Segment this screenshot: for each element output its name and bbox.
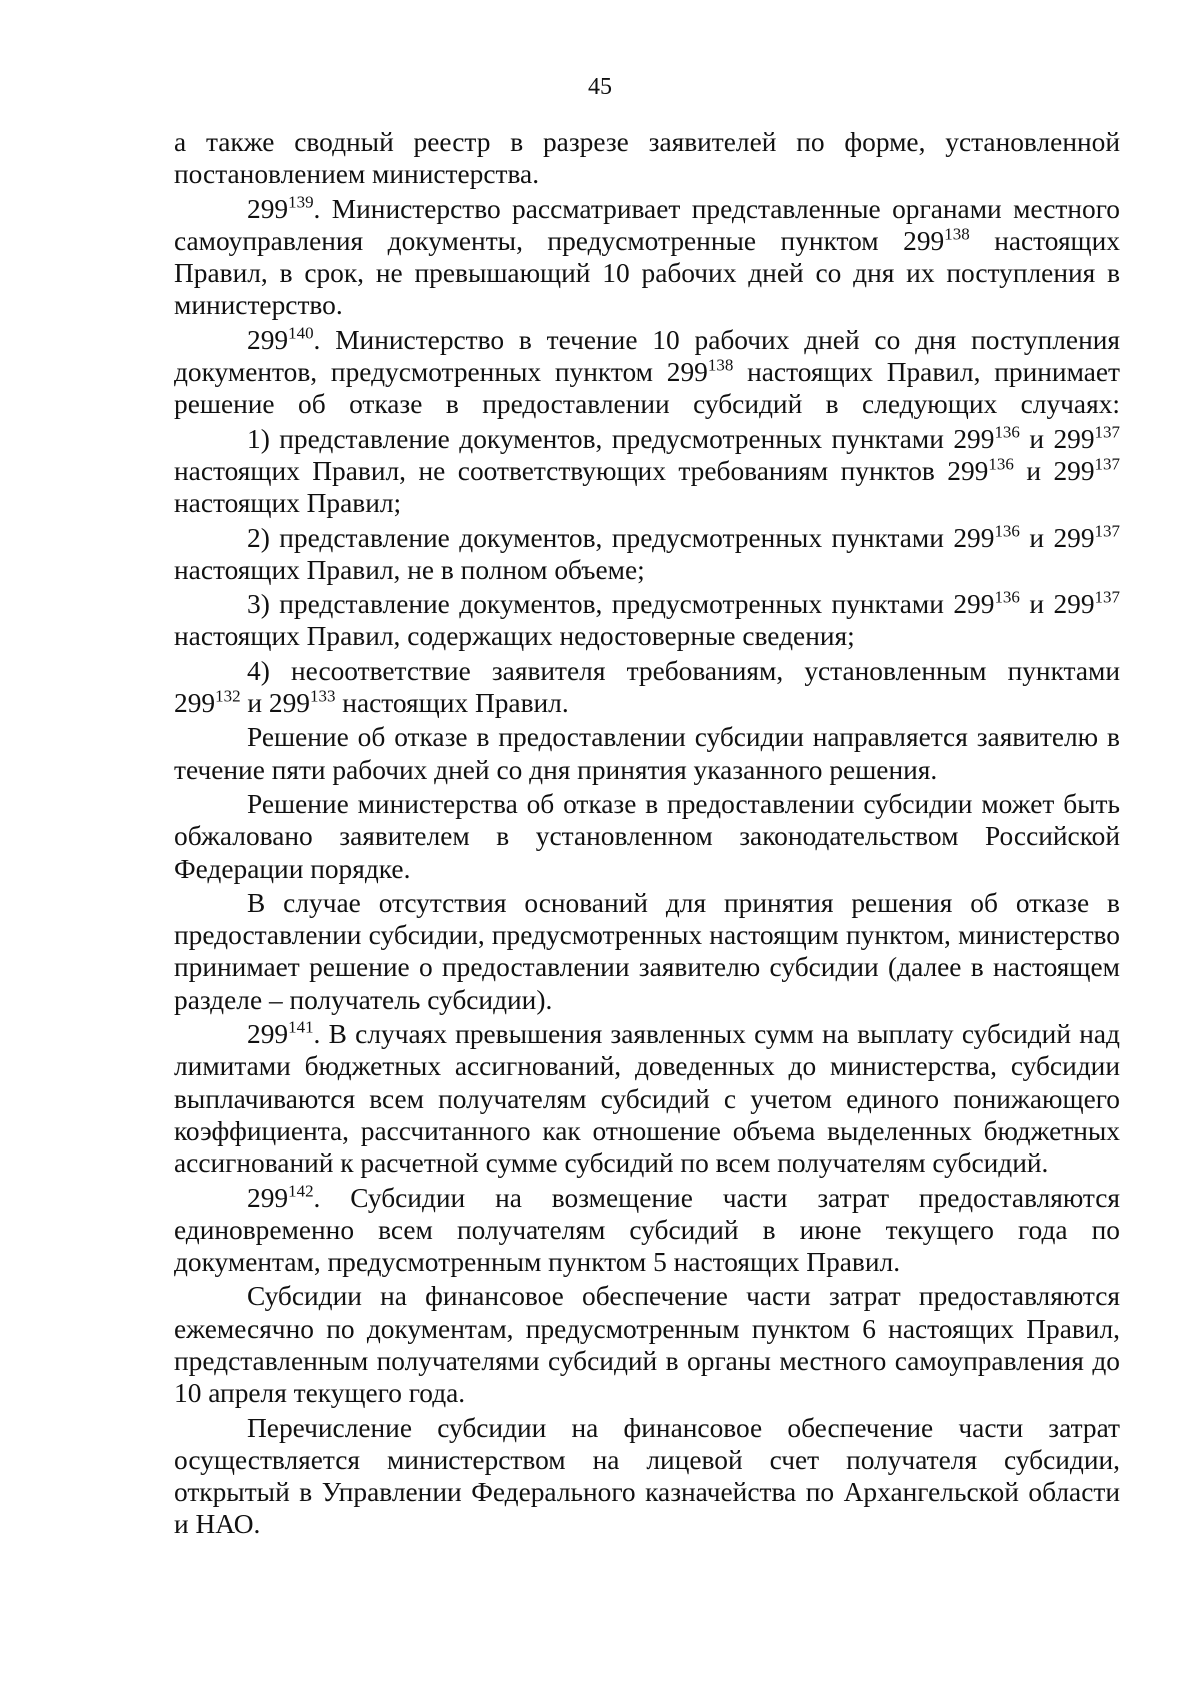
text-run: 299 bbox=[247, 193, 289, 224]
text-run: настоящих Правил; bbox=[174, 488, 402, 519]
paragraph bbox=[174, 522, 1120, 587]
paragraph bbox=[174, 721, 1120, 786]
text-run: настоящих Правил, не в полном объеме; bbox=[174, 554, 645, 585]
text-run: 299 bbox=[247, 324, 289, 355]
paragraph bbox=[174, 655, 1120, 720]
text-run: 1) представление документов, предусмотренных пунктами 299 bbox=[247, 423, 995, 454]
superscript-number: 136 bbox=[994, 422, 1020, 442]
paragraph bbox=[174, 193, 1120, 322]
text-run: Перечисление субсидии на финансовое обеспечение части затрат осуществляется министерством на лицевой счет получателя субсидии, открытый в Управлении Федерального казначейства по Архангельской области и НАО. bbox=[174, 1412, 1120, 1540]
text-run: и 299 bbox=[1019, 522, 1095, 553]
paragraph bbox=[174, 788, 1120, 885]
text-run: Субсидии на финансовое обеспечение части затрат предоставляются ежемесячно по документам, предусмотренным пунктом 6 настоящих Правил, представленным получателями субсидий в органы местного самоуправления до 10 апреля текущего года. bbox=[174, 1281, 1120, 1409]
paragraph bbox=[174, 423, 1120, 520]
text-run: настоящих Правил, в срок, не превышающий 10 рабочих дней со дня их поступления в министерство. bbox=[174, 225, 1120, 321]
superscript-number: 139 bbox=[288, 192, 314, 212]
text-run: . Субсидии на возмещение части затрат предоставляются единовременно всем получателям субсидий в июне текущего года по документам, предусмотренным пунктом 5 настоящих Правил. bbox=[174, 1182, 1120, 1278]
text-run: постановлением министерства. bbox=[174, 159, 540, 190]
text-run: . В случаях превышения заявленных сумм на выплату субсидий над лимитами бюджетных ассигнований, доведенных до министерства, субсидии выплачиваются всем получателям субсидий с учетом единого понижающего коэффициента, рассчитанного как отношение объема выделенных бюджетных ассигнований к расчетной сумме субсидий по всем получателям субсидий. bbox=[174, 1019, 1120, 1179]
text-run: 2) представление документов, предусмотренных пунктами 299 bbox=[247, 522, 995, 553]
superscript-number: 142 bbox=[288, 1180, 314, 1200]
page-number: 45 bbox=[588, 74, 612, 100]
superscript-number: 132 bbox=[215, 686, 241, 706]
text-run: настоящих Правил, содержащих недостоверные сведения; bbox=[174, 621, 855, 652]
document-body bbox=[174, 126, 1120, 1541]
paragraph bbox=[174, 1182, 1120, 1279]
text-run: а также сводный реестр в разрезе заявителей по форме, установленной bbox=[174, 127, 1120, 157]
text-run: настоящих Правил, принимает решение об отказе в предоставлении субсидий в следующих случаях: bbox=[174, 357, 1121, 420]
superscript-number: 137 bbox=[1094, 422, 1120, 442]
text-run: 299 bbox=[247, 1182, 289, 1213]
superscript-number: 138 bbox=[707, 355, 734, 375]
text-run: 4) несоответствие заявителя требованиям, установленным пунктами 299 bbox=[174, 655, 1120, 719]
text-run: В случае отсутствия оснований для принятия решения об отказе в предоставлении субсидии, предусмотренных настоящим пунктом, министерство принимает решение о предоставлении заявителю субсидии (далее в настоящем разделе – получатель субсидии). bbox=[174, 887, 1120, 1015]
text-run: . Министерство рассматривает представленные органами местного самоуправления документы, предусмотренные пунктом 299 bbox=[174, 193, 1120, 256]
text-run: и 299 bbox=[240, 688, 310, 719]
paragraph bbox=[174, 324, 1120, 421]
text-run: 299 bbox=[247, 1019, 289, 1050]
text-run: и 299 bbox=[1013, 455, 1095, 486]
paragraph bbox=[174, 1412, 1120, 1541]
paragraph bbox=[174, 1280, 1120, 1409]
text-run: настоящих Правил. bbox=[335, 688, 569, 719]
superscript-number: 141 bbox=[288, 1017, 314, 1037]
superscript-number: 136 bbox=[994, 521, 1020, 541]
text-run: и 299 bbox=[1019, 423, 1095, 454]
superscript-number: 137 bbox=[1094, 454, 1120, 474]
text-run: 3) представление документов, предусмотренных пунктами 299 bbox=[247, 589, 995, 620]
text-run: и 299 bbox=[1019, 589, 1095, 620]
text-run: настоящих Правил, не соответствующих требованиям пунктов 299 bbox=[174, 455, 989, 486]
superscript-number: 136 bbox=[988, 454, 1014, 474]
superscript-number: 133 bbox=[310, 686, 336, 706]
text-run: Решение министерства об отказе в предоставлении субсидии может быть обжаловано заявителем в установленном законодательством Российской Федерации порядке. bbox=[174, 788, 1120, 884]
paragraph bbox=[174, 1018, 1120, 1179]
superscript-number: 137 bbox=[1094, 521, 1120, 541]
paragraph bbox=[174, 126, 1120, 158]
paragraph bbox=[174, 588, 1120, 653]
text-run: . Министерство в течение 10 рабочих дней со дня поступления документов, предусмотренных пунктом 299 bbox=[174, 324, 1120, 388]
paragraph bbox=[174, 887, 1120, 1016]
superscript-number: 136 bbox=[994, 587, 1020, 607]
superscript-number: 138 bbox=[944, 224, 970, 244]
superscript-number: 137 bbox=[1094, 587, 1120, 607]
paragraph bbox=[174, 158, 1120, 190]
text-run: Решение об отказе в предоставлении субсидии направляется заявителю в течение пяти рабочих дней со дня принятия указанного решения. bbox=[174, 722, 1120, 785]
superscript-number: 140 bbox=[288, 323, 314, 343]
